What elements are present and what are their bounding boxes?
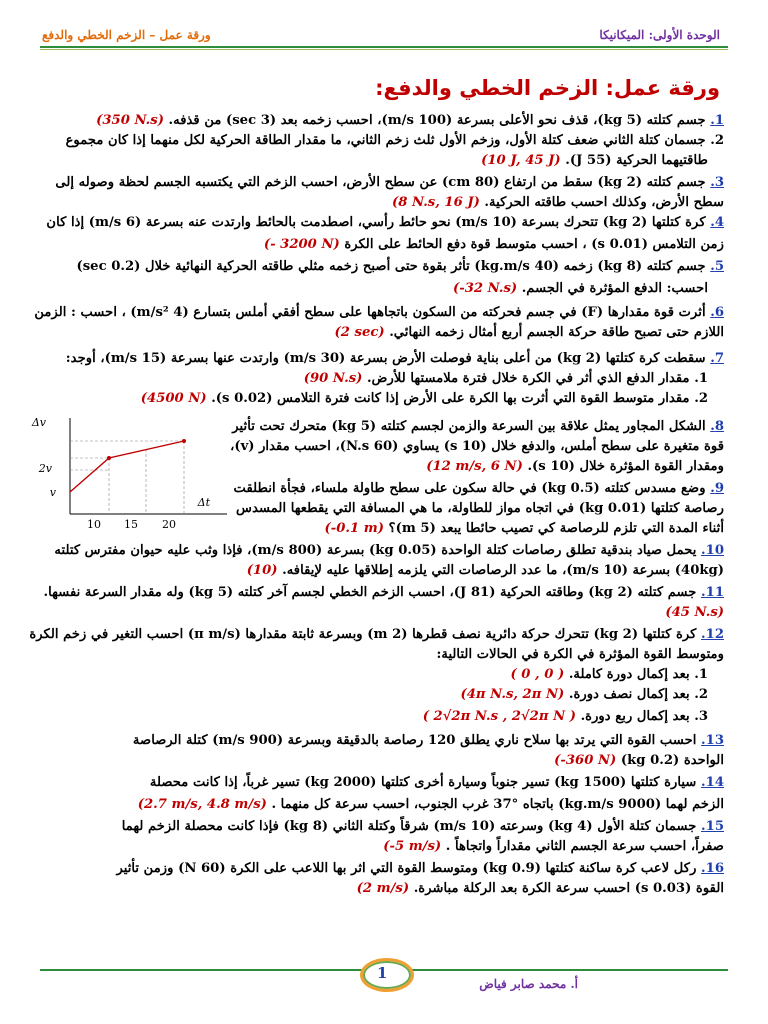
problem-text: سقطت كرة كتلتها (2 kg) من أعلى بناية فوصلت الأرض بسرعة (30 m/s) وارتدت عنها بسرعة (15 m/s)، أوجد: xyxy=(65,351,706,366)
problem-text: يحمل صياد بندقية تطلق رصاصات كتلة الواحدة (0.05 kg) بسرعة (800 m/s)، فإذا وثب عليه حيوان مفترس كتلته xyxy=(54,543,697,558)
problem-number: 1. xyxy=(710,113,724,128)
problem-text: وضع مسدس كتلته (0.5 kg) في حالة سكون على سطح طاولة ملساء، فجأة انطلقت xyxy=(233,481,706,496)
problem-line xyxy=(44,645,724,665)
problem-number: 12. xyxy=(701,627,724,642)
problem-line xyxy=(44,685,708,705)
problem-line xyxy=(44,193,724,213)
problem-text: احسب: الدفع المؤثرة في الجسم. xyxy=(521,281,708,296)
problem-line xyxy=(44,111,724,131)
problem-number: 14. xyxy=(701,775,724,790)
problem-number: 10. xyxy=(701,543,724,558)
problem-text: سطح الأرض، وكذلك احسب طاقته الحركية. xyxy=(484,195,724,210)
answer-label: (-32 N.s) xyxy=(452,281,518,296)
answer-label: (-5 m/s) xyxy=(383,839,442,854)
header-unit: الوحدة الأولى: الميكانيكا xyxy=(599,28,720,42)
problem-number: 13. xyxy=(701,733,724,748)
problem-text: زمن التلامس (0.01 s) ، احسب متوسط قوة دفع الحائط على الكرة xyxy=(344,237,724,252)
problem-text: ركل لاعب كرة ساكنة كتلتها (0.9 kg) ومتوسط القوة التي اثر بها اللاعب على الكرة (60 N) وزمن تأثير xyxy=(116,861,697,876)
velocity-series-line xyxy=(70,441,184,492)
problem-line xyxy=(44,151,708,171)
problem-text: 3. بعد إكمال ربع دورة. xyxy=(580,709,708,724)
problem-line xyxy=(44,795,724,815)
problem-number: 5. xyxy=(710,259,724,274)
problem-text: صفراً، احسب سرعة الجسم الثاني مقداراً واتجاهاً . xyxy=(445,839,724,854)
problem-text: سيارة كتلتها (1500 kg) تسير جنوباً وسيارة أخرى كتلتها (2000 kg) تسير غرباً، إذا كانت محصلة xyxy=(149,775,697,790)
problem-text: طاقتيهما الحركية (55 J). xyxy=(565,153,708,168)
problem-text: جسم كتلته (8 kg) زخمه (40 kg.m/s) تأثر بقوة حتى أصبح زخمه مثلي طاقته الحركية النهائية خلال (0.2 sec) xyxy=(76,259,706,274)
problem-text: جسم كتلته (2 kg) سقط من ارتفاع (80 cm) عن سطح الأرض، احسب الزخم التي يكتسبه الجسم لحظة وصوله إلى xyxy=(55,175,706,190)
problem-line xyxy=(236,499,724,519)
problem-text: 1. بعد إكمال دورة كاملة. xyxy=(568,667,708,682)
data-point xyxy=(182,439,186,443)
problem-line xyxy=(44,213,724,233)
problem-line xyxy=(44,389,708,409)
problem-line xyxy=(34,303,724,323)
problem-text: 2. جسمان كتلة الثاني ضعف كتلة الأول، وزخم الأول ثلث زخم الثاني، ما مقدار الطاقة الحركية لكل منهما إذا كان مجموع xyxy=(65,133,724,148)
problem-text: 2. مقدار متوسط القوة التي أثرت بها الكرة على الأرض إذا كانت فترة التلامس (0.02 s). xyxy=(211,391,708,406)
problem-number: 11. xyxy=(701,585,724,600)
problem-number: 9. xyxy=(710,481,724,496)
problem-line xyxy=(44,837,724,857)
problem-line xyxy=(44,235,724,255)
answer-label: (-360 N) xyxy=(554,753,617,768)
problem-line xyxy=(44,665,708,685)
page-title: ورقة عمل: الزخم الخطي والدفع: xyxy=(375,76,720,100)
x-tick-label: 10 xyxy=(87,518,101,531)
problem-line xyxy=(230,437,724,457)
problem-text: قوة متغيرة على سطح أملس، والدفع خلال (10 s) يساوي (60 N.s)، احسب مقدار (v)، xyxy=(230,439,724,454)
x-tick-label: 15 xyxy=(124,518,138,531)
problem-text: القوة (0.03 s) احسب سرعة الكرة بعد الركلة مباشرة. xyxy=(413,881,724,896)
answer-label: (- 3200 N) xyxy=(263,237,340,252)
problem-text: اللازم حتى تصبح طاقة حركة الجسم أربع أمثال زخمه النهائي. xyxy=(389,325,724,340)
y-tick-label: 2v xyxy=(38,462,52,475)
problem-line xyxy=(44,583,724,603)
problem-text: 1. مقدار الدفع الذي أثر في الكرة خلال فترة ملامستها للأرض. xyxy=(367,371,708,386)
problem-text: ومقدار القوة المؤثرة خلال (10 s). xyxy=(527,459,724,474)
problem-line xyxy=(250,457,724,477)
problem-line xyxy=(233,479,724,499)
answer-label: (350 N.s) xyxy=(96,113,164,128)
problem-number: 3. xyxy=(710,175,724,190)
problem-line xyxy=(250,519,724,539)
data-point xyxy=(107,456,111,460)
problem-text: احسب القوة التي يرتد بها سلاح ناري يطلق 120 رصاصة بالدقيقة وبسرعة (900 m/s) كتلة الرصاصة xyxy=(132,733,697,748)
header-divider-thin xyxy=(40,49,728,50)
header-divider xyxy=(40,46,728,48)
problem-line xyxy=(44,279,708,299)
problem-line xyxy=(232,417,724,437)
problem-line xyxy=(29,625,724,645)
problem-line xyxy=(44,323,724,343)
problem-text: جسم كتلته (5 kg)، قذف نحو الأعلى بسرعة (100 m/s)، احسب زخمه بعد (3 sec) من قذفه. xyxy=(168,113,706,128)
author-name: أ. محمد صابر فياض xyxy=(479,977,578,991)
answer-label: (90 N.s) xyxy=(303,371,363,386)
problem-number: 15. xyxy=(701,819,724,834)
problem-line xyxy=(44,131,724,151)
problem-text: الزخم لهما (9000 kg.m/s) باتجاه °37 غرب الجنوب، احسب سرعة كل منهما . xyxy=(271,797,724,812)
problem-text: (40kg) بسرعة (10 m/s)، ما عدد الرصاصات التي يلزمه إطلاقها عليه لإيقافه. xyxy=(282,563,724,578)
problem-line xyxy=(44,731,724,751)
y-axis-label: Δv xyxy=(31,416,46,429)
answer-label: (45 N.s) xyxy=(665,605,724,620)
problem-line xyxy=(44,561,724,581)
velocity-time-graph xyxy=(31,414,232,532)
x-tick-label: 20 xyxy=(162,518,176,531)
answer-label: (-0.1 m) xyxy=(324,521,384,536)
problem-line xyxy=(44,541,724,561)
problem-line xyxy=(44,879,724,899)
problem-text: الواحدة (0.2 kg) xyxy=(620,753,724,768)
problem-line xyxy=(44,859,724,879)
answer-label: ( 0 , 0 ) xyxy=(510,667,565,682)
problem-text: كرة كتلتها (2 kg) تتحرك بسرعة (10 m/s) نحو حائط رأسي، اصطدمت بالحائط وارتدت عنه بسرعة (6 m/s) إذا كان xyxy=(46,215,706,230)
page-number: 1 xyxy=(377,964,388,982)
problem-line xyxy=(44,773,724,793)
problem-number: 4. xyxy=(710,215,724,230)
problem-line xyxy=(44,369,708,389)
answer-label: (2.7 m/s, 4.8 m/s) xyxy=(137,797,267,812)
problem-line xyxy=(44,707,708,727)
problem-text: الشكل المجاور يمثل علاقة بين السرعة والزمن لجسم كتلته (5 kg) متحرك تحت تأثير xyxy=(232,419,706,434)
answer-label: (12 m/s, 6 N) xyxy=(426,459,523,474)
problem-line xyxy=(44,349,724,369)
problem-text: جسمان كتلة الأول (4 kg) وسرعته (10 m/s) شرقاً وكتلة الثاني (8 kg) فإذا كانت محصلة الزخم لهما xyxy=(121,819,697,834)
problem-text: ومتوسط القوة المؤثرة في الكرة في الحالات التالية: xyxy=(436,647,724,662)
answer-label: (10 J, 45 J) xyxy=(481,153,561,168)
problem-text: 2. بعد إكمال نصف دورة. xyxy=(568,687,708,702)
header-sheet-title: ورقة عمل – الزخم الخطي والدفع xyxy=(42,28,211,42)
problem-number: 7. xyxy=(710,351,724,366)
problem-number: 6. xyxy=(710,305,724,320)
answer-label: (4500 N) xyxy=(140,391,207,406)
x-axis-label: Δt xyxy=(197,496,210,509)
problem-text: أثرت قوة مقدارها (F) في جسم فحركته من السكون باتجاهها على سطح أفقي أملس بتسارع (4 m/s²) ، احسب : الزمن xyxy=(34,305,706,320)
problem-number: 8. xyxy=(710,419,724,434)
answer-label: (2 sec) xyxy=(334,325,385,340)
problem-text: جسم كتلته (2 kg) وطاقته الحركية (81 J)، احسب الزخم الخطي لجسم آخر كتلته (5 kg) وله مقدار السرعة نفسها. xyxy=(43,585,697,600)
answer-label: (2 m/s) xyxy=(356,881,410,896)
answer-label: (8 N.s, 16 J) xyxy=(391,195,480,210)
answer-label: (4π N.s, 2π N) xyxy=(460,687,565,702)
answer-label: (10) xyxy=(246,563,278,578)
answer-label: ( 2√2π N.s , 2√2π N ) xyxy=(422,709,576,724)
problem-line xyxy=(44,257,724,277)
problem-line xyxy=(44,751,724,771)
problem-line xyxy=(44,817,724,837)
problem-text: كرة كتلتها (2 kg) تتحرك حركة دائرية نصف قطرها (2 m) وبسرعة ثابتة مقدارها (π m/s) احسب التغير في زخم الكرة xyxy=(29,627,697,642)
problem-text: أثناء المدة التي تلزم للرصاصة كي تصيب حائطا يبعد (5 m)؟ xyxy=(388,521,724,536)
problem-number: 16. xyxy=(701,861,724,876)
y-tick-label: v xyxy=(49,486,56,499)
problem-text: رصاصة كتلتها (0.01 kg) في اتجاه مواز للطاولة، ما هي المسافة التي يقطعها المسدس xyxy=(236,501,724,516)
problem-line xyxy=(44,173,724,193)
problem-line xyxy=(44,603,724,623)
